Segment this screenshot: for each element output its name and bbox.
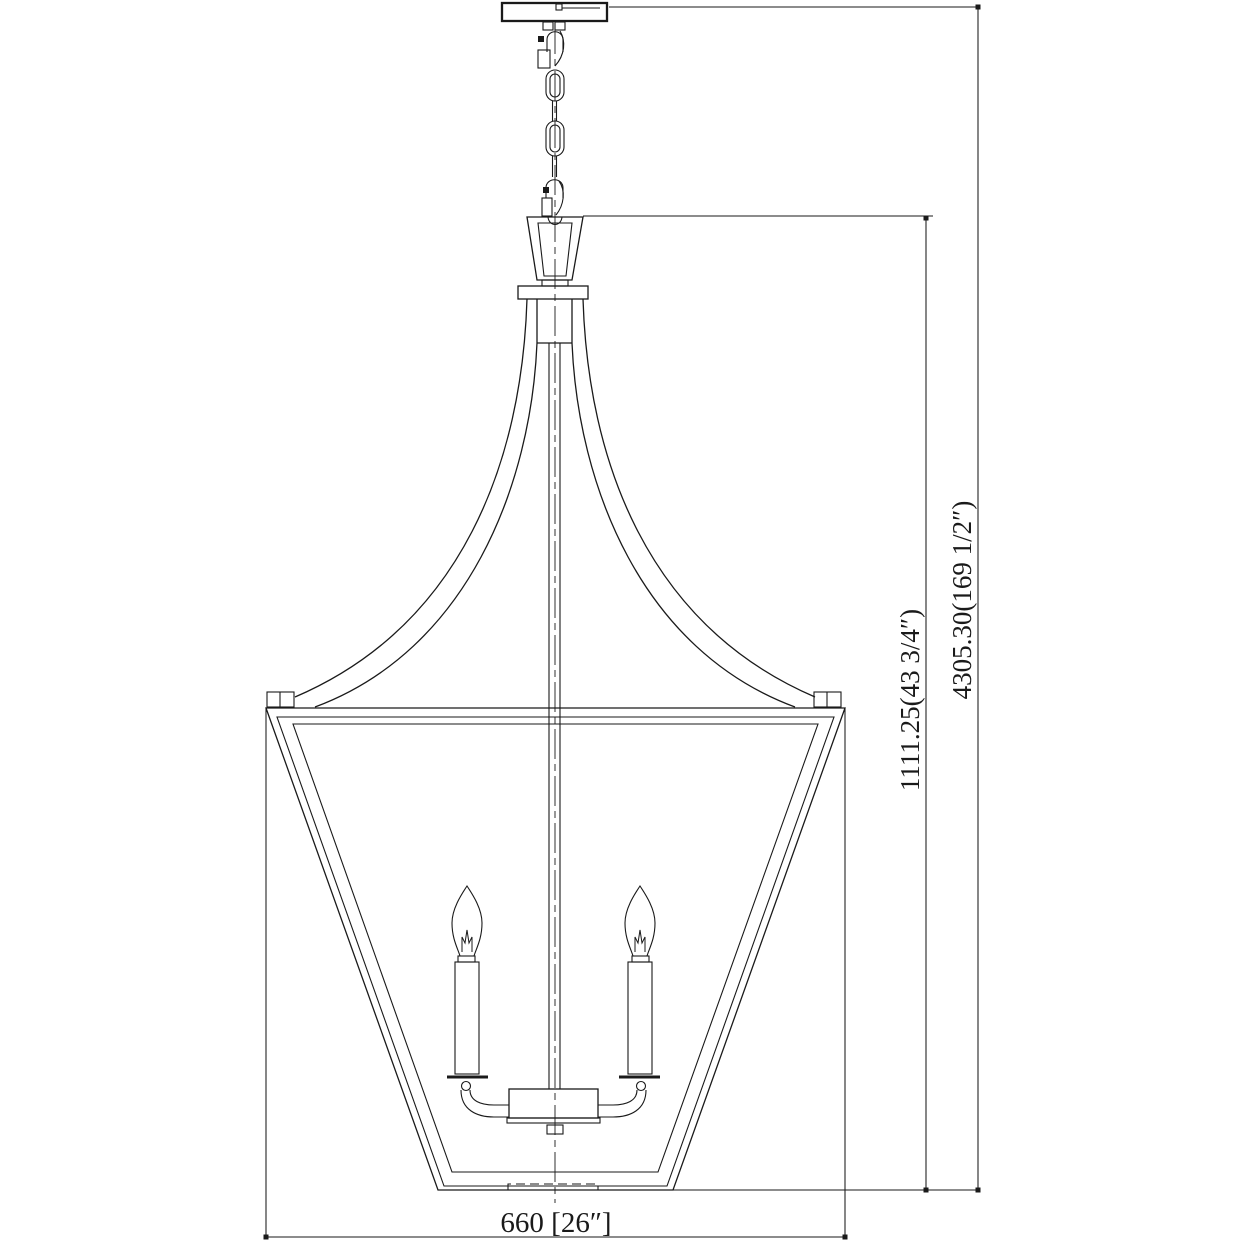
dimension-tick	[264, 1235, 269, 1240]
dimension-tick	[976, 1188, 981, 1193]
dim-label-overall-height: 4305.30(169 1/2″)	[947, 500, 977, 700]
dimension-tick	[924, 216, 929, 221]
dimension-tick	[976, 5, 981, 10]
dimension-tick	[924, 1188, 929, 1193]
dimension-tick	[843, 1235, 848, 1240]
dim-label-width: 660 [26″]	[500, 1207, 612, 1239]
dim-label-shade-height: 1111.25(43 3/4″)	[895, 608, 925, 792]
